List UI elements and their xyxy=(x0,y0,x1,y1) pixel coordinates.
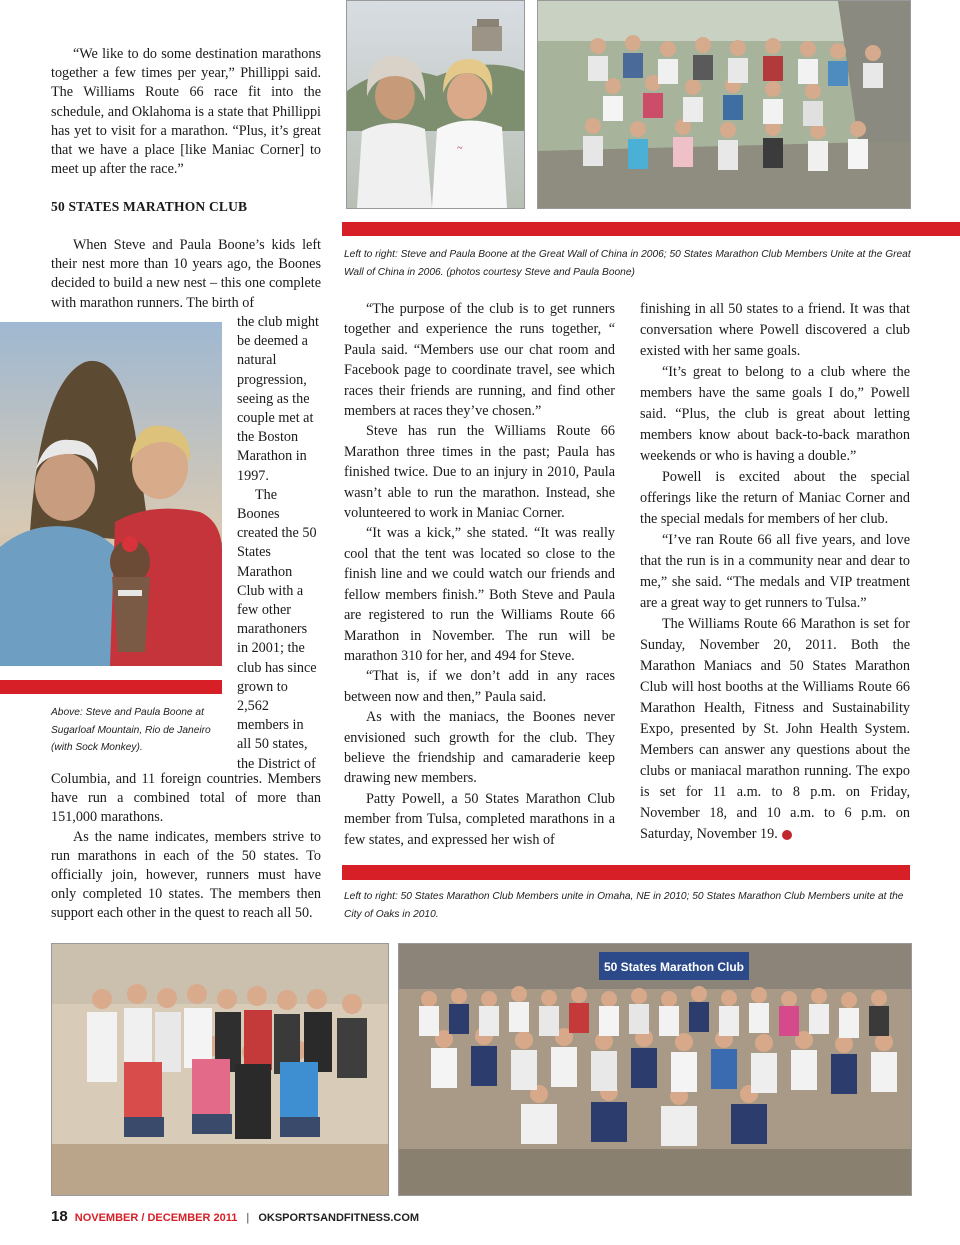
red-bar-bottom-caption xyxy=(342,865,910,880)
banner-50-states: 50 States Marathon Club xyxy=(603,960,745,974)
photo-city-of-oaks-group xyxy=(398,943,912,1196)
photo-omaha-group xyxy=(51,943,389,1196)
intro-paragraph: “We like to do some destination marathons together a few times per year,” Phillippi said. The Williams Route 66 race fit into the schedule, and Oklahoma is a state that Phillippi has yet to visit for a marathon. “Plus, it’s great that we have a place [like Maniac Corner] to meet up after the race.” xyxy=(51,46,321,178)
red-bar-top-caption xyxy=(342,222,960,236)
boone-paragraph-bottom: Columbia, and 11 foreign countries. Members have run a combined total of more than 151,000 marathons. As the name indicates, members strive to run marathons in each of the 50 states. To officially join, however, runners must have only completed 10 states. The members then support each other in the quest to reach all 50. xyxy=(51,771,321,922)
page-footer xyxy=(51,1208,419,1225)
section-heading: 50 STATES MARATHON CLUB xyxy=(51,199,248,214)
boone-paragraph-narrow: the club might be deemed a natural progression, seeing as the couple met at the Boston Marathon in 1997. The Boones created the 50 States Marathon Club with a few other marathoners in 2001; the club has since grown to 2,562 members in all 50 states, the District of xyxy=(237,314,319,772)
photo-great-wall-group xyxy=(537,0,911,209)
red-bar-left-caption xyxy=(0,680,222,694)
caption-great-wall: Left to right: Steve and Paula Boone at the Great Wall of China in 2006; 50 States Marathon Club Members Unite at the Great Wall of China in 2006. (photos courtesy Steve and Paula Boone) xyxy=(344,249,911,278)
site-url: OKSPORTSANDFITNESS.COM xyxy=(258,1212,420,1224)
boone-paragraph-top: When Steve and Paula Boone’s kids left their nest more than 10 years ago, the Boones decided to build a new nest – this one complete with marathon runners. The birth of xyxy=(51,237,321,311)
photo-sugarloaf-mountain xyxy=(0,322,222,666)
closing-paragraph: The Williams Route 66 Marathon is set for Sunday, November 20, 2011. Both the Marathon Maniacs and 50 States Marathon Club will host booths at the Williams Route 66 Marathon Health, Fitness and Sustainability Expo, presented by St. John Health System. Members can answer any questions about the clubs or maniacal marathon running. The expo is set for 11 a.m. to 8 p.m. on Friday, November 18, and 10 a.m. to 6 p.m. on Saturday, November 19. xyxy=(640,616,910,842)
page-number: 18 xyxy=(51,1208,68,1225)
caption-omaha-city-of-oaks: Left to right: 50 States Marathon Club Members unite in Omaha, NE in 2010; 50 States Marathon Club Members unite at the City of Oaks in 2010. xyxy=(344,891,904,920)
middle-column-text: “The purpose of the club is to get runners together and experience the runs together, “ Paula said. “Members use our chat room and Facebook page to coordinate travel, see which races their friends are running, and find other members at races they’ve chosen.” Steve has run the Williams Route 66 Marathon three times in the past; Paula has finished twice. Due to an injury in 2010, Paula wasn’t able to run the marathon. Instead, she volunteered to work in Maniac Corner. “It was a kick,” she stated. “It was really cool that the tent was located so close to the finish line and we could watch our friends and fellow members finish.” Both Steve and Paula are registered to run the Williams Route 66 Marathon in November. The run will be marathon 310 for her, and 494 for Steve. “That is, if we don’t add in any races between now and then,” Paula said. As with the maniacs, the Boones never envisioned such growth for the club. They believe the friendship and camaraderie keep drawing new members. Patty Powell, a 50 States Marathon Club member from Tulsa, completed marathons in a few states, and expressed her wish of xyxy=(344,301,615,848)
photo-great-wall-couple xyxy=(346,0,525,209)
right-column-text: finishing in all 50 states to a friend. It was that conversation where Powell discovered a club existed with her same goals. “It’s great to belong to a club where the members have the same goals I do,” Powell said. “Plus, the club is great about letting members know about back-to-back marathon weekends or who is having a double.” Powell is excited about the special offerings like the return of Maniac Corner and the special medals for members of her club. “I’ve ran Route 66 all five years, and love that the run is in a community near and dear to me,” she said. “The medals and VIP treatment are a great way to get runners to Tulsa.” The Williams Route 66 Marathon is set for Sunday, November 20, 2011. Both the Marathon Maniacs and 50 States Marathon Club will host booths at the Williams Route 66 Marathon Health, Fitness and Sustainability Expo, presented by St. John Health System. Members can answer any questions about the clubs or maniacal marathon running. The expo is set for 11 a.m. to 8 p.m. on Friday, November 18, and 10 a.m. to 6 p.m. on Saturday, November 19. ❖ xyxy=(640,301,910,842)
magazine-end-mark-icon: ❖ xyxy=(782,830,792,840)
caption-sugarloaf: Above: Steve and Paula Boone at Sugarloaf Mountain, Rio de Janeiro (with Sock Monkey). xyxy=(51,707,211,753)
svg-text:~: ~ xyxy=(457,143,463,154)
issue-date: NOVEMBER / DECEMBER 2011 xyxy=(74,1212,238,1224)
footer-separator: | xyxy=(246,1212,250,1224)
